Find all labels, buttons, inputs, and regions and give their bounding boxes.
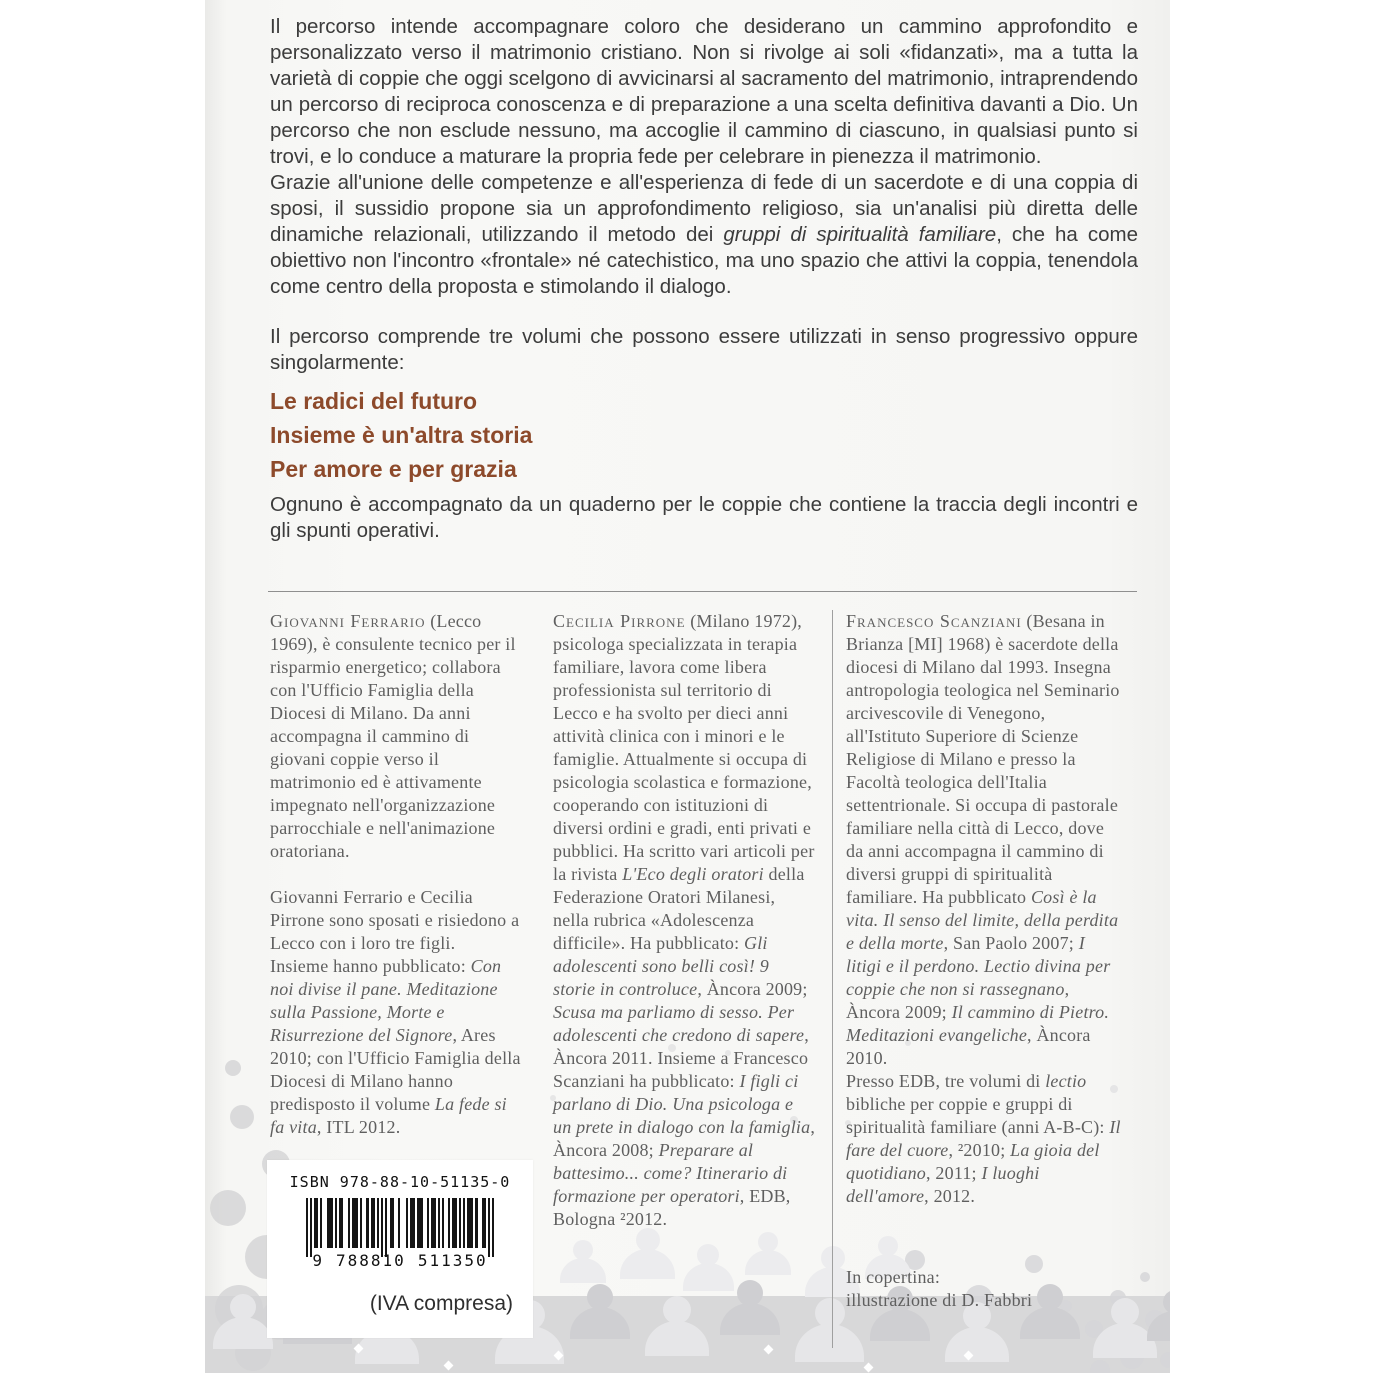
ean-digits: [267, 1251, 533, 1270]
isbn-barcode-box: [267, 1160, 533, 1338]
author-family-note: Giovanni Ferrario e Cecilia Pirrone sono sposati e risiedono a Lecco con i loro tre figli.: [270, 887, 520, 953]
author-works: Presso EDB, tre volumi di lectio bibliche per coppie e gruppi di spiritualità familiare (anni A-B-C): Il fare del cuore, ²2010; La gioia del quotidiano, 2011; I luoghi dell'amore, 2012.: [846, 1071, 1121, 1206]
isbn-label: ISBN 978-88-10-51135-0: [289, 1173, 511, 1191]
back-cover-blurb: [270, 14, 1138, 544]
volume-title-1: Le radici del futuro: [270, 388, 478, 414]
authors-divider-rule: [268, 591, 1137, 592]
ean-digit-group-1: 788810: [336, 1251, 406, 1270]
cover-credit: [846, 1266, 1124, 1312]
cover-credit-line-1: In copertina:: [846, 1267, 941, 1287]
ean-barcode: [306, 1198, 495, 1258]
volumes-intro-paragraph: Il percorso comprende tre volumi che possono essere utilizzati in senso progressivo oppure singolarmente:: [270, 325, 1138, 374]
volumes-note-paragraph: Ognuno è accompagnato da un quaderno per le coppie che contiene la traccia degli incontri e gli spunti operativi.: [270, 493, 1138, 542]
author-works: Insieme hanno pubblicato: Con noi divise il pane. Meditazione sulla Passione, Morte e Risurrezione del Signore, Ares 2010; con l'Ufficio Famiglia della Diocesi di Milano hanno predisposto il volume La fede si fa vita, ITL 2012.: [270, 956, 521, 1137]
intro-paragraph-1: Il percorso intende accompagnare coloro che desiderano un cammino approfondito e personalizzato verso il matrimonio cristiano. Non si rivolge ai soli «fidanzati», ma a tutta la varietà di coppie che oggi scelgono di avvicinarsi al sacramento del matrimonio, intraprendendo un percorso di reciproca conoscenza e di preparazione a una scelta definitiva davanti a Dio. Un percorso che non esclude nessuno, ma accoglie il cammino di ciascuno, in qualsiasi punto si trovi, e lo conduce a maturare la propria fede per celebrare in pienezza il matrimonio.: [270, 15, 1138, 168]
volume-title-2: Insieme è un'altra storia: [270, 422, 533, 448]
author-bio: Francesco Scanziani (Besana in Brianza [MI] 1968) è sacerdote della diocesi di Milano dal 1993. Insegna antropologia teologica nel Seminario arcivescovile di Venegono, all'Istituto Superiore di Scienze Religiose di Milano e presso la Facoltà teologica dell'Italia settentrionale. Si occupa di pastorale familiare nella città di Lecco, dove da anni accompagna il cammino di diversi gruppi di spiritualità familiare. Ha pubblicato Così è la vita. Il senso del limite, della perdita e della morte, San Paolo 2007; I litigi e il perdono. Lectio divina per coppie che non si rassegnano, Àncora 2009; Il cammino di Pietro. Meditazioni evangeliche, Àncora 2010.: [846, 611, 1120, 1068]
ean-digit-left: 9: [312, 1251, 325, 1270]
intro-paragraph-2: Grazie all'unione delle competenze e all'esperienza di fede di un sacerdote e di una coppia di sposi, il sussidio propone sia un approfondimento religioso, sia un'analisi più diretta delle dinamiche relazionali, utilizzando il metodo dei gruppi di spiritualità familiare, che ha come obiettivo non l'incontro «frontale» né catechistico, ma uno spazio che attivi la coppia, tenendola come centro della proposta e stimolando il dialogo.: [270, 171, 1138, 298]
author-column-cecilia-pirrone: [553, 610, 815, 1231]
author-bio: Giovanni Ferrario (Lecco 1969), è consulente tecnico per il risparmio energetico; collabora con l'Ufficio Famiglia della Diocesi di Milano. Da anni accompagna il cammino di giovani coppie verso il matrimonio ed è attivamente impegnato nell'organizzazione parrocchiale e nell'animazione oratoriana.: [270, 611, 516, 861]
volume-title-list: [270, 384, 1138, 486]
book-back-cover: [205, 0, 1170, 1373]
author-bio: Cecilia Pirrone (Milano 1972), psicologa specializzata in terapia familiare, lavora come libera professionista sul territorio di Lecco e ha svolto per dieci anni attività clinica con i minori e le famiglie. Attualmente si occupa di psicologia scolastica e formazione, cooperando con istituzioni di diversi ordini e gradi, enti privati e pubblici. Ha scritto vari articoli per la rivista L'Eco degli oratori della Federazione Oratori Milanesi, nella rubrica «Adolescenza difficile». Ha pubblicato: Gli adolescenti sono belli così! 9 storie in controluce, Àncora 2009; Scusa ma parliamo di sesso. Per adolescenti che credono di sapere, Àncora 2011. Insieme a Francesco Scanziani ha pubblicato: I figli ci parlano di Dio. Una psicologa e un prete in dialogo con la famiglia, Àncora 2008; Preparare al battesimo... come? Itinerario di formazione per operatori, EDB, Bologna ²2012.: [553, 611, 816, 1229]
cover-credit-line-2: illustrazione di D. Fabbri: [846, 1290, 1033, 1310]
volume-title-3: Per amore e per grazia: [270, 456, 517, 482]
vat-included-note: (IVA compresa): [369, 1292, 513, 1315]
author-column-giovanni-ferrario: [270, 610, 522, 1139]
ean-digit-group-2: 511350: [417, 1251, 488, 1270]
author-column-francesco-scanziani: [832, 610, 1124, 1348]
